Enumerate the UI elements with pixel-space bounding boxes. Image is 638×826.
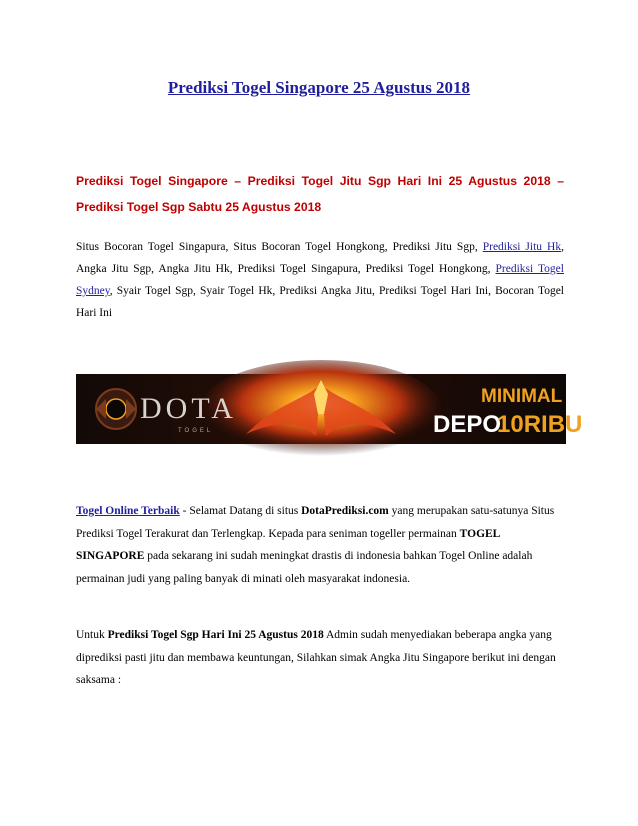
prediksi-jitu-hk-link[interactable]: Prediksi Jitu Hk <box>482 241 562 253</box>
prediction-text-1: Untuk <box>76 629 108 641</box>
dota-logo-emblem <box>96 389 136 429</box>
site-name: DotaPrediksi.com <box>301 505 389 517</box>
welcome-text-3: pada sekarang ini sudah meningkat drastis di indonesia bahkan Togel Online adalah permainan judi yang paling banyak di minati oleh masyarakat indonesia. <box>76 550 533 585</box>
dota-logo-subtext: TOGEL <box>178 428 214 434</box>
promo-depo-text: DEPO <box>433 411 502 438</box>
dota-logo-text: DOTA <box>140 392 237 425</box>
welcome-paragraph <box>76 500 564 590</box>
dota-togel-banner[interactable] <box>76 374 583 444</box>
banner-artwork <box>76 374 583 444</box>
intro-text-middle: , Angka Jitu Sgp, Angka Jitu Hk, Prediksi Togel Singapura, Prediksi Togel Hongkong, <box>76 241 564 275</box>
article-heading: Prediksi Togel Singapore – Prediksi Togel Jitu Sgp Hari Ini 25 Agustus 2018 – Prediksi Togel Sgp Sabtu 25 Agustus 2018 <box>76 174 564 214</box>
prediction-paragraph <box>76 624 564 692</box>
promo-minimal-text: MINIMAL <box>481 386 563 407</box>
welcome-text-2: yang merupakan satu-satunya Situs Prediksi Togel Terakurat dan Terlengkap. Kepada para seniman togeller permainan <box>76 505 555 540</box>
title-link[interactable]: Prediksi Togel Singapore 25 Agustus 2018 <box>167 78 471 97</box>
intro-text-before: Situs Bocoran Togel Singapura, Situs Bocoran Togel Hongkong, Prediksi Jitu Sgp, <box>76 241 483 253</box>
togel-singapore-bold: TOGEL SINGAPORE <box>76 527 500 563</box>
prediction-text-2: Admin sudah menyediakan beberapa angka yang diprediksi pasti jitu dan membawa keuntungan, Silahkan simak Angka Jitu Singapore berikut ini dengan saksama : <box>76 629 556 687</box>
intro-paragraph <box>76 236 564 324</box>
togel-online-terbaik-link[interactable]: Togel Online Terbaik <box>76 505 180 517</box>
promo-amount-text: 10RIBU <box>497 411 583 438</box>
intro-text-after: , Syair Togel Sgp, Syair Togel Hk, Prediksi Angka Jitu, Prediksi Togel Hari Ini, Bocoran Togel Hari Ini <box>76 285 564 319</box>
prediction-bold: Prediksi Togel Sgp Hari Ini 25 Agustus 2018 <box>107 629 324 641</box>
welcome-text-1: - Selamat Datang di situs <box>179 505 302 517</box>
page-title <box>0 78 638 98</box>
prediksi-togel-sydney-link[interactable]: Prediksi Togel Sydney <box>76 263 564 297</box>
